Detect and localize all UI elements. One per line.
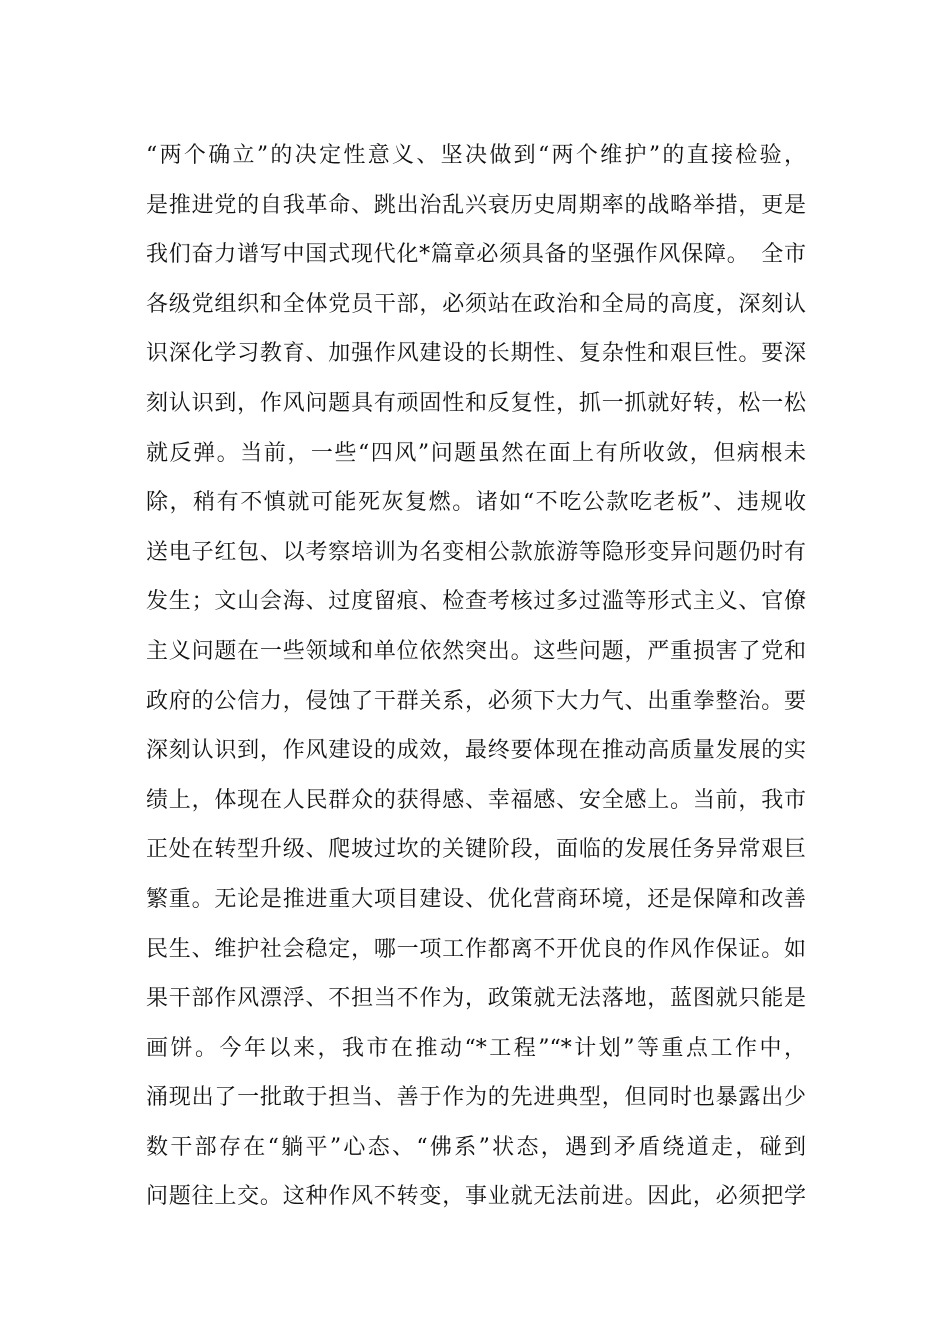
text-line: 我们奋力谱写中国式现代化*篇章必须具备的坚强作风保障。 全市 [146, 242, 806, 268]
text-line: 正处在转型升级、爬坡过坎的关键阶段，面临的发展任务异常艰巨 [146, 837, 806, 863]
text-line: 发生；文山会海、过度留痕、检查考核过多过滥等形式主义、官僚 [146, 589, 806, 615]
text-line: 问题往上交。这种作风不转变，事业就无法前进。因此，必须把学 [146, 1184, 806, 1210]
text-line: 政府的公信力，侵蚀了干群关系，必须下大力气、出重拳整治。要 [146, 688, 806, 714]
text-line: 送电子红包、以考察培训为名变相公款旅游等隐形变异问题仍时有 [146, 539, 806, 565]
text-line: 刻认识到，作风问题具有顽固性和反复性，抓一抓就好转，松一松 [146, 390, 806, 416]
text-line: 就反弹。当前，一些“四风”问题虽然在面上有所收敛，但病根未 [146, 440, 806, 466]
text-line: 深刻认识到，作风建设的成效，最终要体现在推动高质量发展的实 [146, 738, 806, 764]
text-line: 是推进党的自我革命、跳出治乱兴衰历史周期率的战略举措，更是 [146, 192, 806, 218]
text-line: 绩上，体现在人民群众的获得感、幸福感、安全感上。当前，我市 [146, 787, 806, 813]
text-line: 民生、维护社会稳定，哪一项工作都离不开优良的作风作保证。如 [146, 936, 806, 962]
body-text [146, 131, 806, 1222]
text-line: “两个确立”的决定性意义、坚决做到“两个维护”的直接检验， [146, 143, 806, 168]
text-line: 果干部作风漂浮、不担当不作为，政策就无法落地，蓝图就只能是 [146, 986, 806, 1012]
text-line: 识深化学习教育、加强作风建设的长期性、复杂性和艰巨性。要深 [146, 341, 806, 367]
text-line: 各级党组织和全体党员干部，必须站在政治和全局的高度，深刻认 [146, 291, 806, 317]
text-line: 画饼。今年以来，我市在推动“*工程”“*计划”等重点工作中， [146, 1035, 806, 1061]
text-line: 主义问题在一些领域和单位依然突出。这些问题，严重损害了党和 [146, 638, 806, 664]
text-line: 涌现出了一批敢于担当、善于作为的先进典型，但同时也暴露出少 [146, 1085, 806, 1111]
text-line: 除，稍有不慎就可能死灰复燃。诸如“不吃公款吃老板”、违规收 [146, 490, 806, 516]
text-line: 数干部存在“躺平”心态、“佛系”状态，遇到矛盾绕道走，碰到 [146, 1134, 806, 1160]
text-line: 繁重。无论是推进重大项目建设、优化营商环境，还是保障和改善 [146, 886, 806, 912]
